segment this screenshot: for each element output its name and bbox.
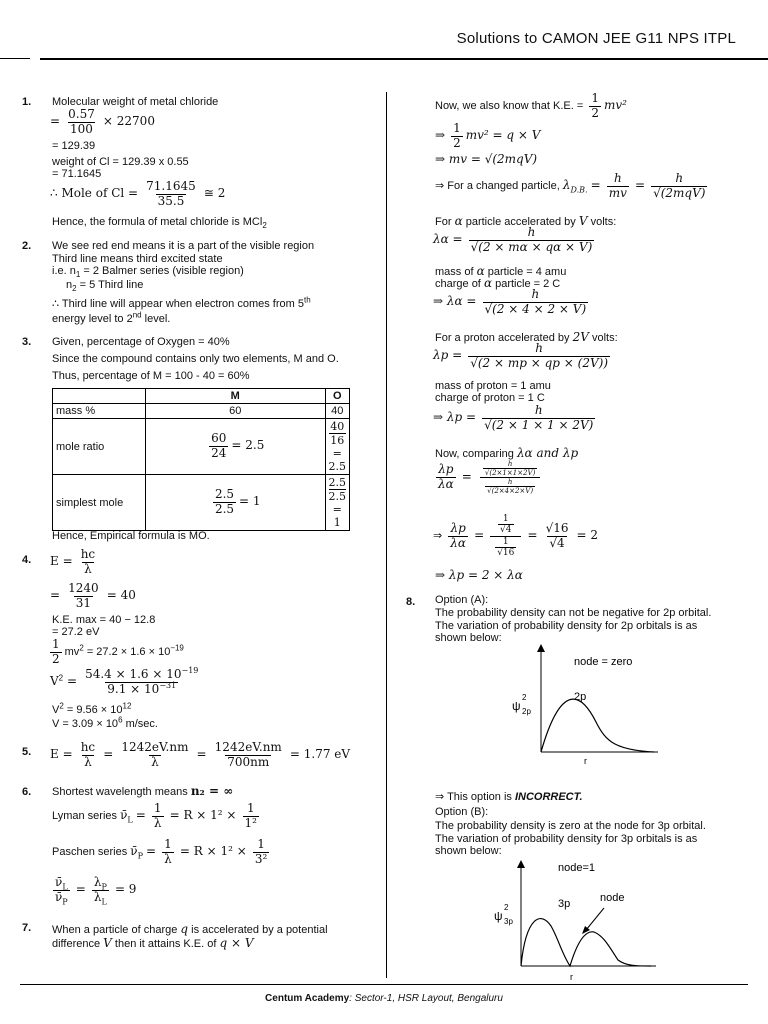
graph-3p-node-arrow (586, 908, 604, 930)
q1-fraction: $\frac{0.57}{100}$ (68, 107, 95, 136)
q3-table (52, 388, 350, 531)
q7-proton-charge: charge of proton = 1 C (435, 392, 545, 404)
q6-lyman: Lyman series $\nū_L$ = $\frac{1}{\lambda}$ = R × 1² × $\frac{1}{\text{1²}}$ (52, 801, 257, 830)
q7-line2: difference V then it attains K.E. of q × V (52, 936, 254, 950)
graph-3p-curve (521, 919, 651, 966)
q7-alpha-charge: charge of α particle = 2 C (435, 276, 561, 290)
graph-2p-x-label: r (584, 756, 587, 766)
q8-b-line3: shown below: (435, 845, 502, 857)
header-rule (40, 58, 768, 60)
q6-paschen: Paschen series $\nū_P$ = $\frac{1}{\lambda}$ = R × 1² × $\frac{1}{\text{3²}}$ (52, 837, 268, 866)
q1-result2: weight of Cl = 129.39 x 0.55 (52, 156, 189, 168)
graph-3p-psi-label: ψ (494, 909, 503, 923)
q4-v-value: $V = 3.09 \times 10^6$ m/sec. (52, 715, 158, 730)
q4-eq2: = $\frac{1240}{31}$ = 40 (50, 581, 136, 610)
table-row: mass % 60 40 (53, 404, 350, 419)
page-footer: Centum Academy: Sector-1, HSR Layout, Bengaluru (265, 993, 503, 1004)
q1-equation: = $\frac{0.57}{100}$ × 22700 (50, 107, 155, 136)
q8-a-result: ⇒ This option is INCORRECT. (435, 791, 583, 803)
q8-a-line2: The variation of probability density for 2p orbitals is as (435, 620, 698, 632)
q4-ke2: = 27.2 eV (52, 626, 100, 638)
q4-v2-eq: $V^2$ = $\frac{54.4 \times 1.6 \times 10^{-19}}{9.1 \times 10^{-31}}$ (50, 666, 199, 696)
q7-proton-eq: λp = $\frac{h}{√(2 \times mp \times qp \times (2V))}$ (433, 341, 609, 370)
q6-number: 6. (22, 786, 32, 798)
q3-line2: Since the compound contains only two elements, M and O. (52, 353, 339, 365)
q7-line1: When a particle of charge q is accelerated by a potential (52, 922, 328, 936)
q1-mole-eq: ∴ Mole of Cl = $\frac{71.1645}{35.5}$ ≅ 2 (50, 179, 226, 208)
page-header-title: Solutions to CAMON JEE G11 NPS ITPL (456, 30, 736, 47)
q6-line1: Shortest wavelength means n₂ = ∞ (52, 784, 234, 798)
q7-r4: ⇒ For a changed particle, $\lambda_{D.B.}$ = $\frac{h}{mv}$ = $\frac{h}{\text{√(2mqV)}}$ (435, 171, 706, 200)
q8-b-line2: The variation of probability density for 3p orbitals is as (435, 833, 698, 845)
q2-line2: Third line means third excited state (52, 253, 223, 265)
q5-number: 5. (22, 746, 32, 758)
q7-alpha-eq: λα = $\frac{h}{√(2 \times m\alpha \times q\alpha \times V)}$ (433, 225, 593, 254)
graph-3p-orbital-label: 3p (558, 898, 571, 910)
q3-number: 3. (22, 336, 32, 348)
q7-r3: ⇒ mv = √(2mqV) (435, 152, 538, 166)
header-rule-left (0, 58, 30, 59)
q1-conclusion: Hence, the formula of metal chloride is MCl$_2$ (52, 216, 267, 231)
graph-3p-y-arrow (517, 860, 525, 868)
q7-alpha-eq2: ⇒ λα = $\frac{h}{√(2 \times 4 \times 2 \times V)}$ (433, 287, 587, 316)
graph-3p-psi-sup: 2 (504, 903, 509, 912)
q1-result3: = 71.1645 (52, 168, 102, 180)
graph-3p-psi-sub: 3p (504, 917, 513, 926)
q8-number: 8. (406, 596, 416, 608)
graph-2p (486, 642, 666, 766)
graph-3p-node-label: node (600, 892, 625, 904)
q7-number: 7. (22, 922, 32, 934)
q4-eq1: E = $\frac{hc}{\lambda}$ (50, 547, 96, 576)
q8-a-line3: shown below: (435, 632, 502, 644)
q2-line6: energy level to 2nd level. (52, 310, 171, 325)
graph-2p-psi-sub: 2p (522, 707, 531, 716)
q8-option-b: Option (B): (435, 806, 489, 818)
q4-number: 4. (22, 554, 32, 566)
q7-alpha-mass: mass of α particle = 4 amu (435, 264, 567, 278)
q7-compare-eq: $\frac{\lambda p}{\lambda\alpha}$ = $\frac{\frac{h}{√(2\times 1\times 1\times 2V)}}{\frac{h}{√(2\times 4\times 2\times V)}}$ (433, 460, 545, 495)
table-row: simplest mole $\frac{2.5}{2.5}$ = 1 2.5 2.5 = 1 (53, 475, 350, 531)
q4-ke: K.E. max = 40 − 12.8 (52, 614, 156, 626)
q7-final: ⇒ λp = 2 × λα (435, 568, 523, 582)
q7-proton-mass: mass of proton = 1 amu (435, 380, 551, 392)
q7-r2: ⇒ $\frac{1}{2}$ mv² = q × V (435, 121, 541, 150)
graph-2p-psi-label: ψ (512, 699, 521, 713)
column-divider (386, 92, 387, 978)
q1-number: 1. (22, 96, 32, 108)
q7-alpha-intro: For α particle accelerated by V volts: (435, 214, 617, 228)
q2-line4: $n_2 = 5$ Third line (66, 279, 144, 294)
q2-number: 2. (22, 240, 32, 252)
graph-2p-curve (541, 699, 654, 752)
q2-line5: ∴ Third line will appear when electron comes from 5th (52, 295, 311, 310)
q3-line3: Thus, percentage of M = 100 - 40 = 60% (52, 370, 250, 382)
graph-2p-node-label: node = zero (574, 656, 633, 668)
graph-3p-x-label: r (570, 972, 573, 982)
q7-proton-eq2: ⇒ λp = $\frac{h}{√(2 \times 1 \times 1 \times 2V)}$ (433, 403, 594, 432)
q2-line1: We see red end means it is a part of the visible region (52, 240, 315, 252)
footer-rule (20, 984, 748, 985)
q4-v2-value: $V^2 = 9.56 \times 10^{12}$ (52, 701, 132, 716)
graph-3p (486, 856, 666, 984)
table-row: mole ratio $\frac{60}{24}$ = 2.5 40 16 = 2.5 (53, 419, 350, 475)
q7-compare-eq2: ⇒ $\frac{\lambda p}{\lambda\alpha}$ = $\frac{\frac{1}{√4}}{\frac{1}{√16}}$ = $\frac{√16}{√4}$ = 2 (433, 514, 599, 559)
q1-line1: Molecular weight of metal chloride (52, 96, 219, 108)
graph-3p-node-count-label: node=1 (558, 862, 596, 874)
q8-a-line1: The probability density can not be negative for 2p orbital. (435, 607, 712, 619)
q1-result1: = 129.39 (52, 140, 96, 152)
q2-line3: i.e. $n_1 = 2$ Balmer series (visible region) (52, 265, 244, 280)
q7-compare: Now, comparing λα and λp (435, 446, 579, 460)
q7-r1: Now, we also know that K.E. = $\frac{1}{2}$ mv² (435, 91, 627, 120)
q5-eq: E = $\frac{hc}{\lambda}$ = $\frac{1242eV.nm}{\lambda}$ = $\frac{1242eV.nm}{700nm}$ = 1.77 eV (50, 740, 351, 769)
q3-line1: Given, percentage of Oxygen = 40% (52, 336, 230, 348)
q8-b-line1: The probability density is zero at the node for 3p orbital. (435, 820, 706, 832)
q8-option-a: Option (A): (435, 594, 489, 606)
graph-2p-y-arrow (537, 644, 545, 652)
table-header-row: M O (53, 389, 350, 404)
q6-ratio: $\frac{\nū_L}{\nū_P}$ = $\frac{\lambda_P}{\lambda_L}$ = 9 (55, 875, 137, 907)
graph-2p-psi-sup: 2 (522, 693, 527, 702)
graph-2p-orbital-label: 2p (574, 691, 587, 703)
q3-conclusion: Hence, Empirical formula is MO. (52, 530, 210, 542)
q4-mv-eq: $\frac{1}{2}$ $mv^2 = 27.2 \times 1.6 \times 10^{-19}$ (52, 637, 184, 666)
q7-proton-intro: For a proton accelerated by 2V volts: (435, 330, 618, 344)
